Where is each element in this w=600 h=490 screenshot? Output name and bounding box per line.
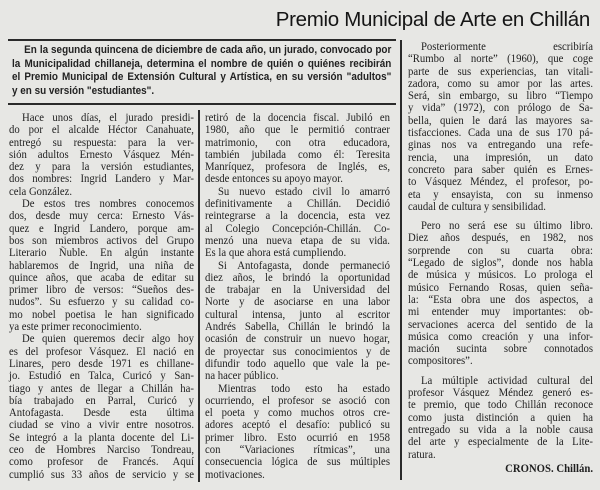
- text-line: concreto para saber quién es Ernes-: [408, 162, 593, 176]
- text-line: Es la que ahora está cumpliendo.: [205, 246, 347, 260]
- text-line: consecuencia lógica de sus múltiples: [205, 455, 390, 469]
- text-line: Posteriormente escribiría: [420, 40, 593, 53]
- text-line: entregado su vida a la noble causa: [408, 422, 593, 436]
- text-line: ocurriendo, el profesor se asoció con: [205, 393, 390, 407]
- text-line: caudal de cultura y sensibilidad.: [408, 199, 546, 213]
- paragraph: [9, 112, 194, 198]
- text-line: Su nuevo estado civil lo amarró: [217, 184, 390, 198]
- text-line: dez y para la versión estudiantes,: [9, 160, 194, 174]
- text-line: compositores”.: [408, 354, 473, 368]
- text-line: definitivamente a Chillán. Decidió: [205, 197, 390, 211]
- text-line: de música y músicos. Lo prologa el: [408, 268, 593, 282]
- lead-line: y en su versión "estudiantes".: [12, 84, 155, 97]
- text-line: música como creación y una infor-: [408, 329, 593, 343]
- text-line: “Rumbo al norte” (1960), que coge: [408, 52, 593, 66]
- text-line: la: “Esta obra une dos aspectos, a: [408, 292, 593, 306]
- text-line: primer libro. Esto ocurrió en 1958: [205, 430, 390, 444]
- text-line: rencia, una impresión, un dato: [408, 150, 593, 164]
- text-line: Andrés Sabella, Chillán le brindó la: [205, 320, 390, 334]
- text-line: tisfacciones. Cada una de sus 170 pá-: [408, 126, 593, 140]
- text-line: con “Variaciones rítmicas”, una: [205, 443, 390, 457]
- lead-bottom-rule: [8, 103, 396, 105]
- text-line: eta y ensayista, con su inmenso: [408, 187, 593, 201]
- text-line: músico Fernando Rosas, quien seña-: [408, 280, 593, 294]
- text-line: to Vásquez Méndez, el profesor, po-: [408, 175, 593, 189]
- text-line: adores aceptó el desafío: publicó su: [205, 418, 390, 432]
- text-line: ciudad se vino a vivir entre nosotros.: [9, 418, 194, 432]
- text-line: menzó una nueva etapa de su vida.: [205, 233, 390, 247]
- text-line: La múltiple actividad cultural del: [420, 373, 593, 387]
- text-line: quez e Ingrid Landero, porque am-: [9, 221, 194, 235]
- text-line: Linares, pero desde 1971 es chillane-: [9, 356, 194, 370]
- text-line: bella, quien le dará las mayores sa-: [408, 113, 593, 127]
- text-line: como justa distinción a quien ha: [408, 410, 593, 424]
- text-line: diez años, le brindó la oportunidad: [205, 270, 390, 284]
- text-line: Mientras todo esto ha estado: [217, 381, 390, 395]
- lead-line: En la segunda quincena de diciembre de cada año, un jurado, convocado por: [24, 44, 392, 56]
- text-line: dos, desde muy cerca: Ernesto Vás-: [9, 209, 194, 223]
- column-3: [408, 41, 593, 475]
- text-line: tiago y antes de llegar a Chillán ha-: [9, 381, 194, 395]
- text-line: ginas nos va entregando una refe-: [408, 138, 593, 152]
- text-line: como profesor de Francés. Aquí: [9, 455, 194, 469]
- text-line: y vida” (1972), con prólogo de Sa-: [408, 101, 593, 115]
- text-line: Norte y de asociarse en una labor: [205, 295, 390, 309]
- text-line: hablaremos de Ingrid, una niña de: [9, 258, 194, 272]
- column-2: [205, 112, 390, 481]
- paragraph: [205, 112, 390, 186]
- text-line: Literario Ñuble. En algún instante: [9, 246, 194, 260]
- title-rule: [8, 39, 396, 41]
- text-line: ratura.: [408, 447, 436, 461]
- text-line: al Colegio Concepción-Chillán. Co-: [205, 221, 390, 235]
- author-signature: CRONOS. Chillán.: [505, 461, 593, 475]
- text-line: Antofagasta. Desde esta última: [9, 406, 194, 420]
- text-line: cumplió sus 33 años de servicio y se: [9, 467, 194, 481]
- lead-line: la Municipalidad chillaneja, determina el nombre de quién o quiénes recibirán: [12, 57, 392, 70]
- text-line: difundir todo aquello que vale la pe-: [205, 356, 390, 370]
- column-divider-middle: [198, 110, 200, 482]
- text-line: na hacer público.: [205, 369, 279, 383]
- article-title: Premio Municipal de Arte en Chillán: [275, 8, 590, 31]
- text-line: Manríquez, profesora de Inglés, es,: [205, 160, 390, 174]
- text-line: Pero no será ese su último libro.: [420, 219, 593, 233]
- paragraph: [408, 41, 593, 213]
- text-line: servaciones acerca del sentido de la: [408, 317, 593, 331]
- text-line: sorprende con su cuarta obra:: [408, 243, 593, 257]
- text-line: parte de sus experiencias, tan vitali-: [408, 64, 593, 78]
- text-line: profesor Vásquez Méndez generó es-: [408, 386, 593, 400]
- text-line: de proyectar sus conocimientos y de: [205, 344, 390, 358]
- text-line: De estos tres nombres conocemos: [21, 197, 195, 211]
- text-line: jo. Estudió en Talca, Curicó y San-: [9, 369, 194, 383]
- text-line: de trabajar en la Universidad del: [205, 283, 390, 297]
- paragraph: [205, 383, 390, 481]
- text-line: nudos”. Su esfuerzo y su calidad co-: [9, 295, 194, 309]
- text-line: reintegrarse a la docencia, esta vez: [205, 209, 390, 223]
- text-line: desde entonces su apoyo mayor.: [205, 172, 343, 186]
- paragraph: [408, 220, 593, 368]
- text-line: el poeta y como muchos otros cre-: [205, 406, 390, 420]
- text-line: 1980, año que le permitió contraer: [205, 123, 390, 137]
- text-line: dos nombres: Ingrid Landero y Mar-: [9, 172, 194, 186]
- text-line: mo nobel poetisa le han significado: [9, 307, 194, 321]
- text-line: bía trabajado en Parral, Curicó y: [9, 393, 194, 407]
- text-line: cultural intensa, junto al escritor: [205, 307, 390, 321]
- text-line: Se integró a la planta docente del Li-: [9, 430, 194, 444]
- text-line: zadora, como su amor por las artes.: [408, 76, 593, 90]
- column-1: [9, 112, 194, 481]
- text-line: “Legado de siglos”, donde nos habla: [408, 256, 593, 270]
- text-line: ya este primer reconocimiento.: [9, 320, 142, 334]
- text-line: también jubilada como él: Teresita: [205, 147, 390, 161]
- lead-paragraph: [12, 44, 391, 98]
- text-line: bos son miembros activos del Grupo: [9, 233, 194, 247]
- text-line: ocasión de construir un nuevo hogar,: [205, 332, 390, 346]
- text-line: mi entender muy importantes: ob-: [408, 305, 593, 319]
- paragraph: [205, 186, 390, 260]
- text-line: primer libro de versos: “Sueños des-: [9, 283, 194, 297]
- text-line: Si Antofagasta, donde permaneció: [217, 258, 390, 272]
- text-line: retiró de la docencia fiscal. Jubiló en: [205, 111, 390, 124]
- text-line: sión adultos Ernesto Vásquez Mén-: [9, 147, 194, 161]
- text-line: del arte y especialmente de la Lite-: [408, 435, 593, 449]
- lead-line: el Premio Municipal de Extensión Cultural y Artística, en su versión "adultos": [12, 71, 392, 84]
- text-line: motivaciones.: [205, 467, 265, 481]
- text-line: do por el alcalde Héctor Canahuate,: [9, 123, 194, 137]
- paragraph: [9, 198, 194, 333]
- text-line: Hace unos días, el jurado presidi-: [21, 111, 195, 124]
- text-line: cela González.: [9, 184, 73, 198]
- text-line: es del profesor Vásquez. El nació en: [9, 344, 194, 358]
- paragraph: [408, 375, 593, 461]
- text-line: mación sucinta sobre connotados: [408, 342, 593, 356]
- text-line: Será, sin embargo, su libro “Tiempo: [408, 89, 593, 103]
- paragraph: [205, 260, 390, 383]
- text-line: entregó su respuesta: para la ver-: [9, 135, 194, 149]
- paragraph: [9, 333, 194, 481]
- column-divider-right: [400, 40, 402, 480]
- text-line: Diez años después, en 1982, nos: [408, 231, 593, 245]
- text-line: quince años, que acaba de editar su: [9, 270, 194, 284]
- text-line: matrimonio, con otra educadora,: [205, 135, 390, 149]
- text-line: te premio, que todo Chillán reconoce: [408, 398, 593, 412]
- text-line: De quien queremos decir algo hoy: [21, 332, 195, 346]
- text-line: ceo de Hombres Narciso Tondreau,: [9, 443, 194, 457]
